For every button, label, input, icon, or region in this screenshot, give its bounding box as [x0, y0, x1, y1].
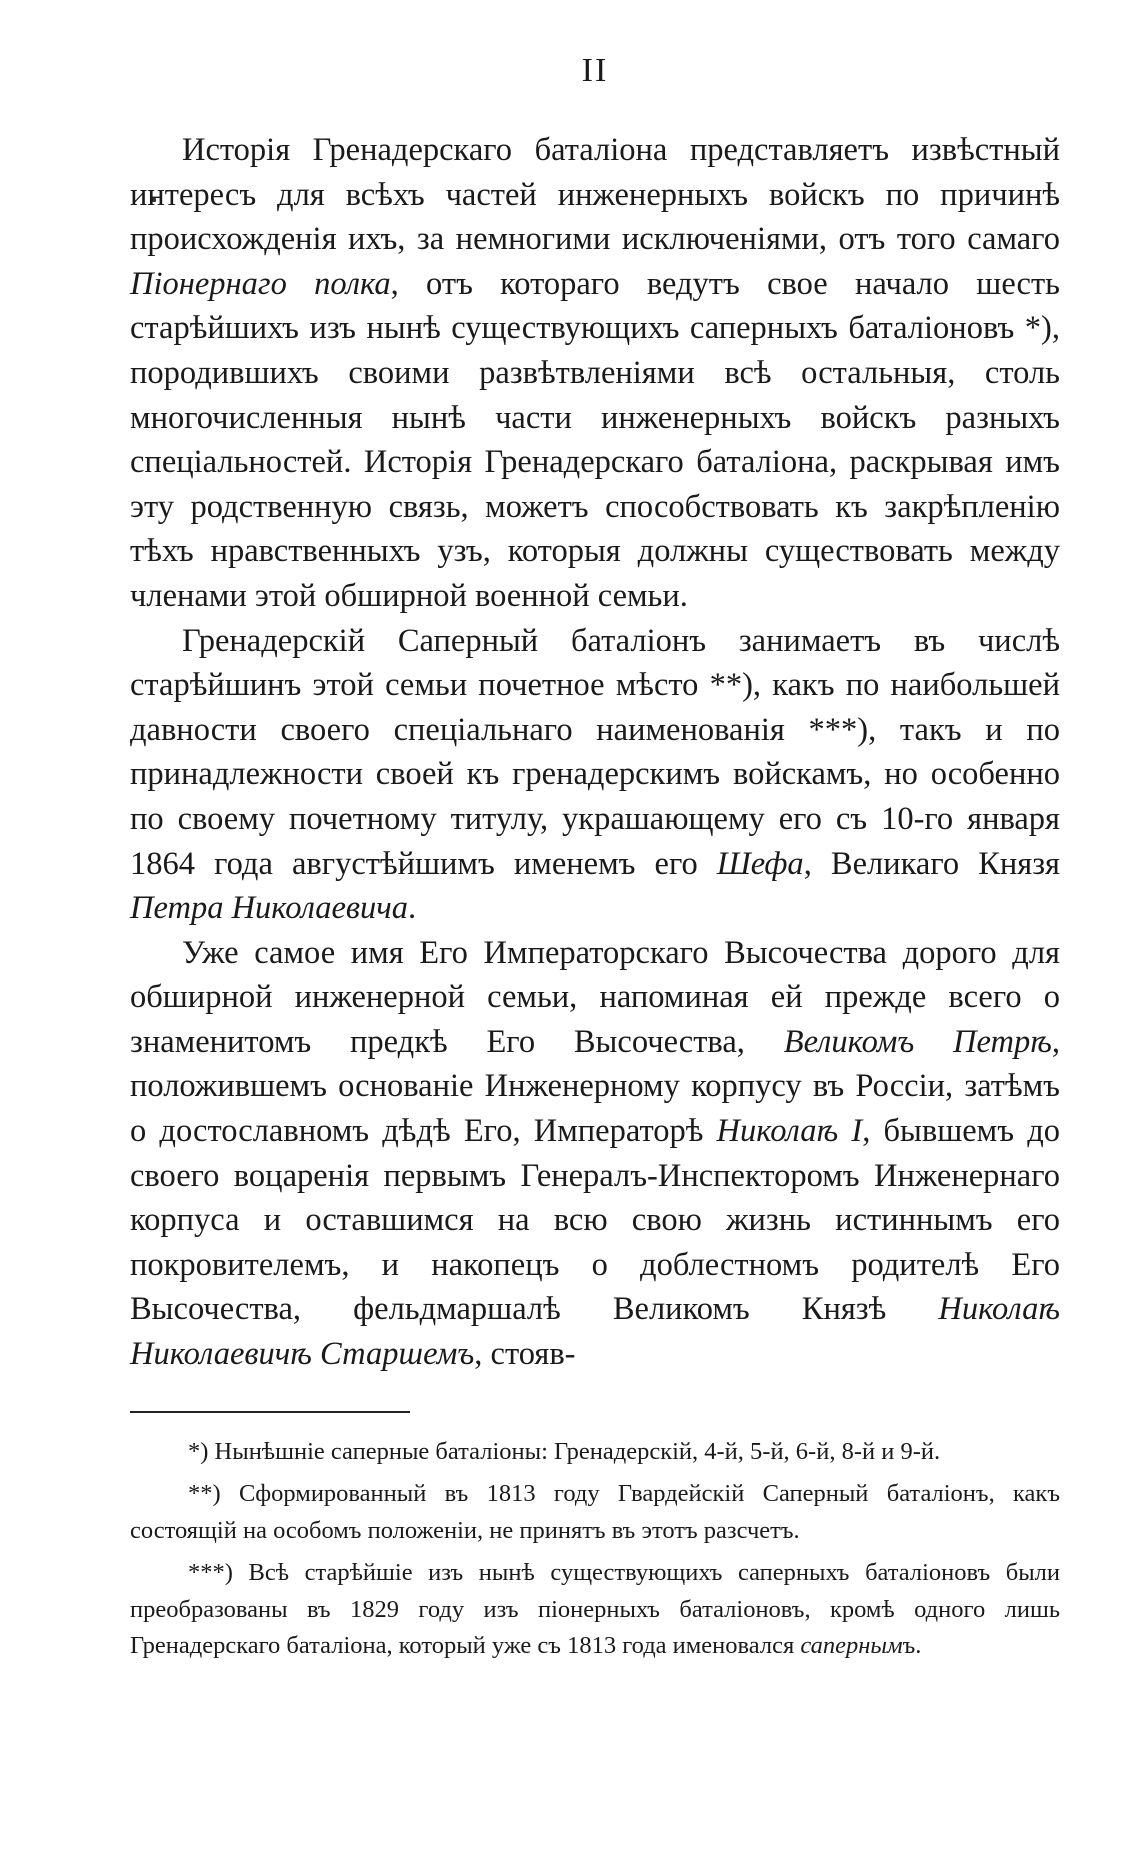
- paragraph-3: [130, 931, 1060, 1377]
- paragraph-1: [130, 128, 1060, 619]
- paragraph-1-text: Исторія Гренадерскаго баталіона представляетъ извѣстный интересъ для всѣхъ частей инженерныхъ войскъ по причинѣ происхожденія ихъ, за немногими исключеніями, отъ того самаго: [130, 132, 1060, 258]
- paragraph-2-text-end: .: [408, 890, 417, 927]
- paragraph-3-text-cont: , положившемъ основаніе Инженерному корпусу въ Россіи, затѣмъ о достославномъ дѣдѣ Его, Императорѣ: [130, 1023, 1060, 1150]
- paragraph-3-italic-peter: Великомъ Петрѣ: [783, 1023, 1052, 1060]
- paragraph-3-text: Уже самое имя Его Императорскаго Высочества дорого для обширной инженерной семьи, напоминая ей прежде всего о знаменитомъ предкѣ Его Высочества,: [130, 934, 1060, 1060]
- page-number: II: [581, 52, 609, 89]
- footnote-3-italic-sapper: саперным: [800, 1632, 903, 1660]
- footnote-3: [130, 1555, 1060, 1664]
- book-page: [130, 0, 1060, 1858]
- paragraph-3-italic-nicholas-elder: Николаѣ Николаевичѣ Старшемъ: [130, 1291, 1060, 1373]
- footnotes: [130, 1434, 1060, 1664]
- paragraph-3-text-cont-2: , бывшемъ до своего воцаренія первымъ Генералъ-Инспекторомъ Инженернаго корпуса и оставшимся на всю свою жизнь истиннымъ его покровителемъ, и накопецъ о доблестномъ родителѣ Его Высочества, фельдмаршалѣ Великомъ Князѣ: [130, 1113, 1061, 1328]
- footnote-divider: [130, 1411, 410, 1413]
- paragraph-2-italic-grand-duke: Петра Николаевича: [130, 890, 409, 927]
- paragraph-1-text-cont: , отъ котораго ведутъ свое начало шесть старѣйшихъ изъ нынѣ существующихъ саперныхъ баталіоновъ *), породившихъ своими развѣтвленіями всѣ остальныя, столь многочисленныя нынѣ части инженерныхъ войскъ разныхъ спеціальностей. Исторія Гренадерскаго баталіона, раскрывая имъ эту родственную связь, можетъ способствовать къ закрѣпленію тѣхъ нравственныхъ узъ, которыя должны существовать между членами этой обширной военной семьи.: [130, 265, 1061, 614]
- footnote-2-text: **) Сформированный въ 1813 году Гвардейскій Саперный баталіонъ, какъ состоящій на особомъ положеніи, не принятъ въ этотъ разсчетъ.: [130, 1480, 1060, 1544]
- footnote-2: [130, 1476, 1060, 1549]
- paragraph-1-italic-pioneer-regiment: Піонернаго полка: [130, 265, 391, 302]
- footnote-1-text: *) Нынѣшніе саперные баталіоны: Гренадерскій, 4-й, 5-й, 6-й, 8-й и 9-й.: [188, 1438, 941, 1465]
- paragraph-2-italic-chief: Шефа: [716, 845, 804, 882]
- paragraph-2: [130, 619, 1060, 931]
- paragraph-3-text-end: , стояв-: [474, 1336, 576, 1373]
- footnote-3-text: ***) Всѣ старѣйшіе изъ нынѣ существующихъ саперныхъ баталіоновъ были преобразованы въ 1829 году изъ піонерныхъ баталіоновъ, кромѣ одного лишь Гренадерскаго баталіона, который уже съ 1813 года именовался: [130, 1559, 1060, 1660]
- paragraph-2-text-cont: , Великаго Князя: [803, 845, 1061, 882]
- paragraph-2-text: Гренадерскій Саперный баталіонъ занимаетъ въ числѣ старѣйшинъ этой семьи почетное мѣсто **), какъ по наибольшей давности своего спеціальнаго наименованія ***), такъ и по принадлежности своей къ гренадерскимъ войскамъ, но особенно по своему почетному титулу, украшающему его съ 10-го января 1864 года августѣйшимъ именемъ его: [130, 622, 1060, 882]
- paragraph-3-italic-nicholas: Николаѣ I: [716, 1113, 863, 1150]
- main-text: [130, 128, 1060, 1377]
- footnote-1: [130, 1434, 1060, 1470]
- footnote-3-text-end: ъ.: [902, 1632, 922, 1660]
